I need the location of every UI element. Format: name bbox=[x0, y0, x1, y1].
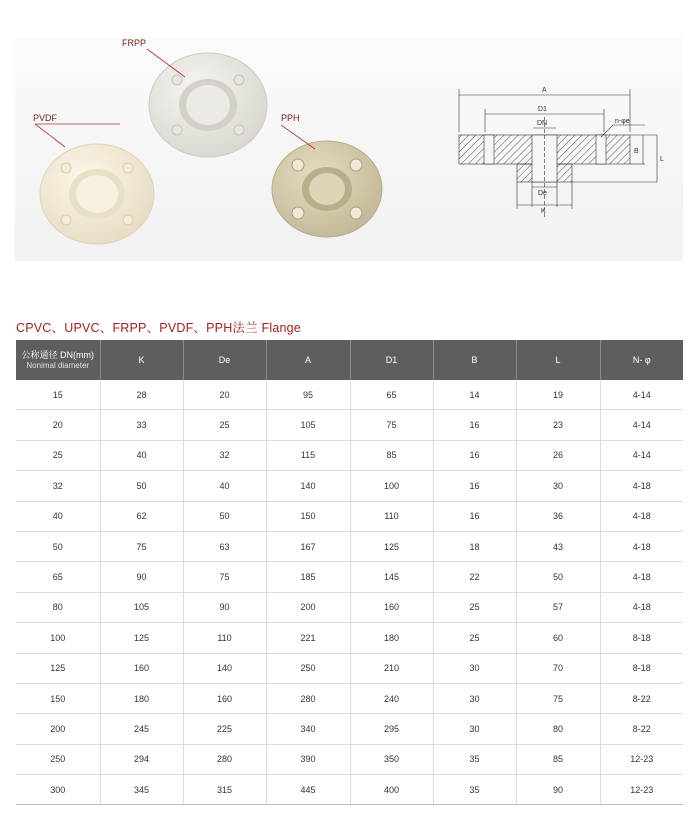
cell-l: 90 bbox=[516, 775, 600, 805]
dim-b-label: B bbox=[634, 148, 639, 155]
table-row bbox=[16, 531, 683, 561]
cell-b: 16 bbox=[433, 440, 516, 470]
cell-b: 30 bbox=[433, 714, 516, 744]
cell-de: 225 bbox=[183, 714, 266, 744]
cell-b: 25 bbox=[433, 623, 516, 653]
cell-d1: 350 bbox=[350, 744, 433, 774]
cell-l: 43 bbox=[516, 531, 600, 561]
header-l: L bbox=[516, 340, 600, 380]
table-row bbox=[16, 775, 683, 805]
cell-n-phi: 4-18 bbox=[600, 471, 683, 501]
cell-b: 16 bbox=[433, 471, 516, 501]
cell-l: 23 bbox=[516, 410, 600, 440]
dim-a-label: A bbox=[542, 87, 547, 94]
cell-n-phi: 4-18 bbox=[600, 562, 683, 592]
cell-k: 33 bbox=[100, 410, 183, 440]
table-row bbox=[16, 440, 683, 470]
cell-de: 160 bbox=[183, 683, 266, 713]
cell-b: 16 bbox=[433, 410, 516, 440]
cell-dn: 15 bbox=[16, 380, 100, 410]
cell-k: 180 bbox=[100, 683, 183, 713]
cell-k: 75 bbox=[100, 531, 183, 561]
cell-n-phi: 8-22 bbox=[600, 714, 683, 744]
pvdf-callout-pointer bbox=[35, 124, 65, 147]
pvdf-label: PVDF bbox=[33, 113, 58, 123]
cell-n-phi: 8-22 bbox=[600, 683, 683, 713]
table-header-row bbox=[16, 340, 683, 380]
cell-l: 57 bbox=[516, 592, 600, 622]
cell-k: 50 bbox=[100, 471, 183, 501]
header-dn-sub: Nonimal diameter bbox=[26, 360, 90, 370]
cell-de: 75 bbox=[183, 562, 266, 592]
header-nominal-diameter bbox=[16, 340, 100, 380]
table-row bbox=[16, 683, 683, 713]
cell-k: 40 bbox=[100, 440, 183, 470]
table-row bbox=[16, 714, 683, 744]
cell-k: 105 bbox=[100, 592, 183, 622]
cell-a: 150 bbox=[266, 501, 350, 531]
cell-de: 20 bbox=[183, 380, 266, 410]
cell-d1: 75 bbox=[350, 410, 433, 440]
cell-a: 140 bbox=[266, 471, 350, 501]
cell-n-phi: 12-23 bbox=[600, 775, 683, 805]
dim-l-label: L bbox=[660, 156, 664, 163]
cell-d1: 400 bbox=[350, 775, 433, 805]
cell-d1: 160 bbox=[350, 592, 433, 622]
cell-b: 14 bbox=[433, 380, 516, 410]
cell-k: 90 bbox=[100, 562, 183, 592]
header-d1: D1 bbox=[350, 340, 433, 380]
cell-a: 105 bbox=[266, 410, 350, 440]
cell-a: 340 bbox=[266, 714, 350, 744]
cell-dn: 20 bbox=[16, 410, 100, 440]
cell-k: 345 bbox=[100, 775, 183, 805]
cell-l: 75 bbox=[516, 683, 600, 713]
cell-n-phi: 4-14 bbox=[600, 440, 683, 470]
cell-b: 35 bbox=[433, 744, 516, 774]
cell-b: 22 bbox=[433, 562, 516, 592]
cell-k: 62 bbox=[100, 501, 183, 531]
cell-dn: 250 bbox=[16, 744, 100, 774]
table-row bbox=[16, 380, 683, 410]
cell-dn: 125 bbox=[16, 653, 100, 683]
frpp-flange-image bbox=[149, 53, 267, 157]
cell-d1: 125 bbox=[350, 531, 433, 561]
cell-de: 140 bbox=[183, 653, 266, 683]
cell-a: 200 bbox=[266, 592, 350, 622]
cell-a: 280 bbox=[266, 683, 350, 713]
cell-l: 85 bbox=[516, 744, 600, 774]
cell-n-phi: 4-14 bbox=[600, 410, 683, 440]
dim-holes-label: n-φe bbox=[615, 118, 630, 125]
cell-a: 115 bbox=[266, 440, 350, 470]
cell-de: 315 bbox=[183, 775, 266, 805]
product-illustration bbox=[15, 37, 683, 261]
table-row bbox=[16, 471, 683, 501]
cell-l: 36 bbox=[516, 501, 600, 531]
header-b: B bbox=[433, 340, 516, 380]
frpp-label: FRPP bbox=[122, 38, 147, 48]
cell-dn: 150 bbox=[16, 683, 100, 713]
cell-n-phi: 4-18 bbox=[600, 501, 683, 531]
cell-d1: 110 bbox=[350, 501, 433, 531]
cell-b: 30 bbox=[433, 653, 516, 683]
pph-callout-line bbox=[281, 125, 315, 149]
cell-l: 26 bbox=[516, 440, 600, 470]
cell-d1: 85 bbox=[350, 440, 433, 470]
table-row bbox=[16, 592, 683, 622]
cell-d1: 65 bbox=[350, 380, 433, 410]
cell-de: 25 bbox=[183, 410, 266, 440]
table-row bbox=[16, 623, 683, 653]
cell-k: 125 bbox=[100, 623, 183, 653]
cell-dn: 40 bbox=[16, 501, 100, 531]
cell-dn: 50 bbox=[16, 531, 100, 561]
table-row bbox=[16, 562, 683, 592]
cell-n-phi: 4-14 bbox=[600, 380, 683, 410]
dim-k-label: K bbox=[541, 208, 546, 215]
cell-dn: 25 bbox=[16, 440, 100, 470]
header-k: K bbox=[100, 340, 183, 380]
cell-l: 70 bbox=[516, 653, 600, 683]
cell-n-phi: 8-18 bbox=[600, 623, 683, 653]
cell-l: 19 bbox=[516, 380, 600, 410]
cell-d1: 295 bbox=[350, 714, 433, 744]
table-body bbox=[16, 380, 683, 805]
cell-n-phi: 4-18 bbox=[600, 592, 683, 622]
pph-flange-image bbox=[272, 141, 382, 237]
header-de: De bbox=[183, 340, 266, 380]
cell-l: 60 bbox=[516, 623, 600, 653]
cell-dn: 80 bbox=[16, 592, 100, 622]
cell-de: 280 bbox=[183, 744, 266, 774]
cell-de: 90 bbox=[183, 592, 266, 622]
cell-de: 110 bbox=[183, 623, 266, 653]
cell-a: 390 bbox=[266, 744, 350, 774]
cell-k: 160 bbox=[100, 653, 183, 683]
cell-d1: 210 bbox=[350, 653, 433, 683]
cell-n-phi: 4-18 bbox=[600, 531, 683, 561]
table-row bbox=[16, 410, 683, 440]
cell-a: 167 bbox=[266, 531, 350, 561]
cell-b: 35 bbox=[433, 775, 516, 805]
cell-l: 80 bbox=[516, 714, 600, 744]
cell-n-phi: 8-18 bbox=[600, 653, 683, 683]
cell-d1: 240 bbox=[350, 683, 433, 713]
cell-a: 250 bbox=[266, 653, 350, 683]
dim-de-label: De bbox=[538, 190, 547, 197]
cell-dn: 65 bbox=[16, 562, 100, 592]
flange-technical-drawing bbox=[459, 89, 657, 217]
cell-k: 294 bbox=[100, 744, 183, 774]
section-title: CPVC、UPVC、FRPP、PVDF、PPH法兰 Flange bbox=[16, 321, 301, 335]
cell-b: 16 bbox=[433, 501, 516, 531]
cell-dn: 100 bbox=[16, 623, 100, 653]
cell-a: 95 bbox=[266, 380, 350, 410]
cell-dn: 300 bbox=[16, 775, 100, 805]
header-n-phi: N- φ bbox=[600, 340, 683, 380]
cell-dn: 200 bbox=[16, 714, 100, 744]
dim-dn-label: DN bbox=[537, 120, 548, 127]
cell-k: 245 bbox=[100, 714, 183, 744]
cell-d1: 180 bbox=[350, 623, 433, 653]
table-row bbox=[16, 653, 683, 683]
cell-d1: 145 bbox=[350, 562, 433, 592]
cell-k: 28 bbox=[100, 380, 183, 410]
cell-l: 30 bbox=[516, 471, 600, 501]
table-row bbox=[16, 501, 683, 531]
cell-d1: 100 bbox=[350, 471, 433, 501]
header-dn-main: 公称通径 DN(mm) bbox=[21, 349, 94, 360]
cell-a: 445 bbox=[266, 775, 350, 805]
flange-spec-table bbox=[16, 340, 683, 805]
pph-label: PPH bbox=[281, 113, 300, 123]
dim-d1-label: D1 bbox=[538, 106, 547, 113]
cell-l: 50 bbox=[516, 562, 600, 592]
cell-b: 30 bbox=[433, 683, 516, 713]
cell-dn: 32 bbox=[16, 471, 100, 501]
product-banner bbox=[15, 37, 683, 261]
table-row bbox=[16, 744, 683, 774]
cell-b: 25 bbox=[433, 592, 516, 622]
cell-de: 63 bbox=[183, 531, 266, 561]
cell-de: 32 bbox=[183, 440, 266, 470]
cell-a: 221 bbox=[266, 623, 350, 653]
header-a: A bbox=[266, 340, 350, 380]
cell-de: 40 bbox=[183, 471, 266, 501]
cell-b: 18 bbox=[433, 531, 516, 561]
cell-n-phi: 12-23 bbox=[600, 744, 683, 774]
cell-a: 185 bbox=[266, 562, 350, 592]
pvdf-flange-image bbox=[40, 144, 154, 244]
cell-de: 50 bbox=[183, 501, 266, 531]
